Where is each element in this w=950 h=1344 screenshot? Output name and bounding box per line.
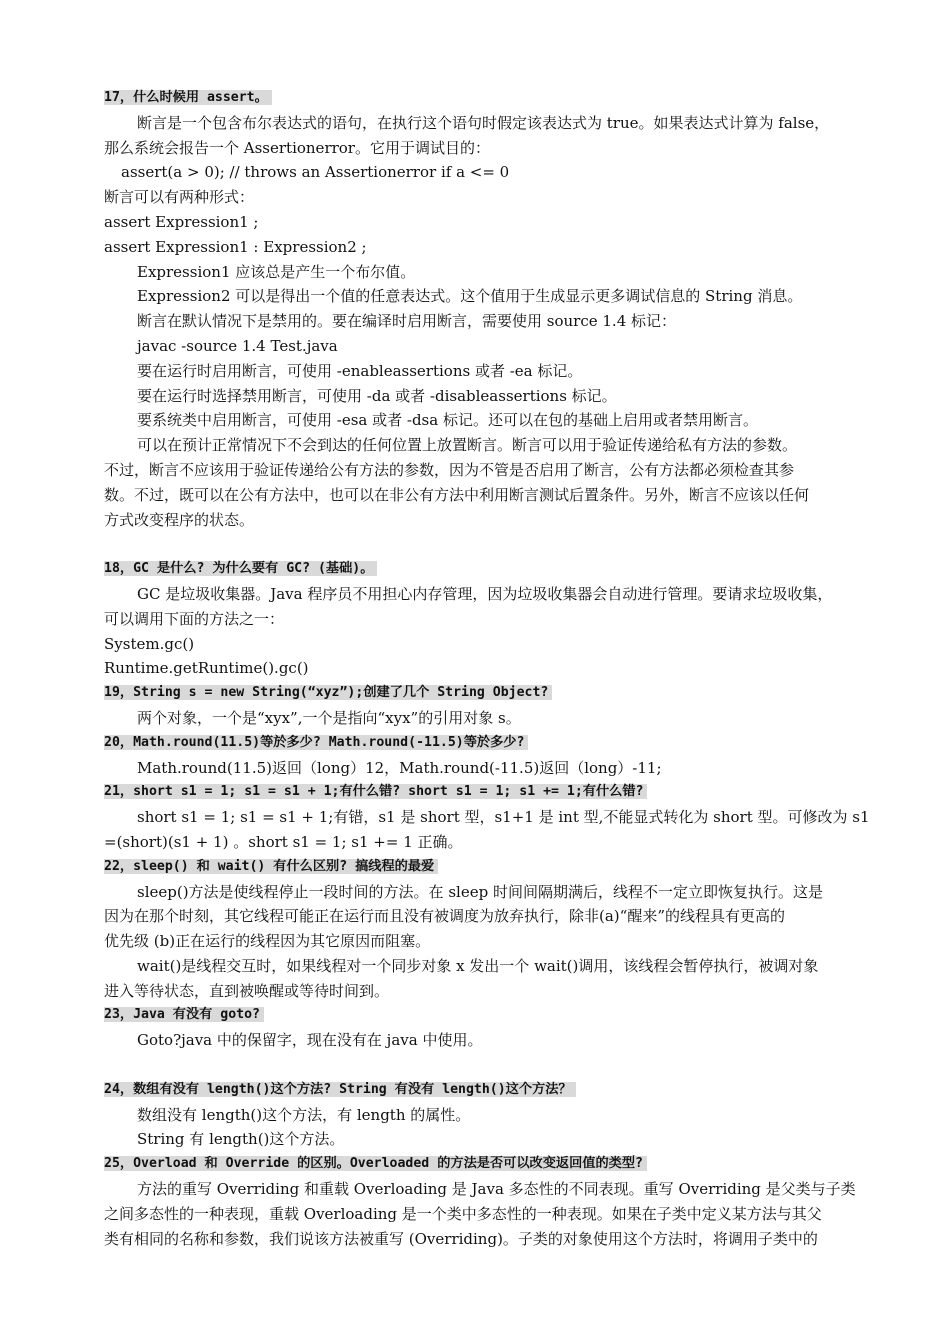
q24-answer-2: String 有 length()这个方法。 bbox=[137, 1130, 345, 1149]
q19-title: 19，String s = new String(“xyz”);创建了几个 String Object? bbox=[104, 685, 552, 700]
q17-form-2: assert Expression1 : Expression2 ; bbox=[104, 237, 367, 256]
q23-title: 23，Java 有没有 goto? bbox=[104, 1007, 264, 1022]
document-page bbox=[104, 86, 872, 1251]
q25-p1-cont-2: 类有相同的名称和参数，我们说该方法被重写 (Overriding)。子类的对象使用这个方法时，将调用子类中的 bbox=[104, 1229, 818, 1248]
q22-p1-cont-2: 优先级 (b)正在运行的线程因为其它原因而阻塞。 bbox=[104, 932, 431, 951]
q22-p1: sleep()方法是使线程停止一段时间的方法。在 sleep 时间间隔期满后，线程不一定立即恢复执行。这是 bbox=[137, 882, 823, 901]
q17-title: 17，什么时候用 assert。 bbox=[104, 90, 272, 105]
q19-answer: 两个对象，一个是“xyx”,一个是指向“xyx”的引用对象 s。 bbox=[137, 708, 521, 727]
q18-heading bbox=[104, 557, 872, 582]
q18-code-1: System.gc() bbox=[104, 634, 195, 653]
q17-javac-command: javac -source 1.4 Test.java bbox=[137, 336, 338, 355]
q25-p1-cont-1: 之间多态性的一种表现，重载 Overloading 是一个类中多态性的一种表现。如果在子类中定义某方法与其父 bbox=[104, 1204, 822, 1223]
q17-p1-cont: 那么系统会报告一个 Assertionerror。它用于调试目的： bbox=[104, 138, 490, 157]
q24-heading bbox=[104, 1078, 872, 1103]
q17-default-disabled: 断言在默认情况下是禁用的。要在编译时启用断言，需要使用 source 1.4 标记： bbox=[137, 312, 676, 331]
spacer bbox=[104, 1053, 872, 1078]
q17-disable-runtime: 要在运行时选择禁用断言，可使用 -da 或者 -disableassertions 标记。 bbox=[137, 386, 617, 405]
q17-forms-intro: 断言可以有两种形式： bbox=[104, 188, 255, 207]
q17-p1: 断言是一个包含布尔表达式的语句，在执行这个语句时假定该表达式为 true。如果表达式计算为 false， bbox=[137, 113, 830, 132]
q18-p1: GC 是垃圾收集器。Java 程序员不用担心内存管理，因为垃圾收集器会自动进行管理。要请求垃圾收集， bbox=[137, 584, 833, 603]
q21-answer: short s1 = 1; s1 = s1 + 1;有错，s1 是 short 型，s1+1 是 int 型,不能显式转化为 short 型。可修改为 s1 bbox=[137, 808, 870, 827]
q21-answer-cont: =(short)(s1 + 1) 。short s1 = 1; s1 += 1 正确。 bbox=[104, 832, 463, 851]
q17-code-example: assert(a > 0); // throws an Assertionerror if a <= 0 bbox=[121, 163, 510, 182]
q20-title: 20，Math.round(11.5)等於多少? Math.round(-11.5)等於多少? bbox=[104, 735, 528, 750]
q18-title: 18，GC 是什么? 为什么要有 GC? (基础)。 bbox=[104, 561, 377, 576]
q22-p2-cont: 进入等待状态，直到被唤醒或等待时间到。 bbox=[104, 981, 390, 1000]
q17-p2-cont-2: 数。不过，既可以在公有方法中，也可以在非公有方法中利用断言测试后置条件。另外，断言不应该以任何 bbox=[104, 485, 810, 504]
q23-heading bbox=[104, 1003, 872, 1028]
q25-p1: 方法的重写 Overriding 和重载 Overloading 是 Java 多态性的不同表现。重写 Overriding 是父类与子类 bbox=[137, 1180, 856, 1199]
q22-p1-cont-1: 因为在那个时刻，其它线程可能正在运行而且没有被调度为放弃执行，除非(a)“醒来”的线程具有更高的 bbox=[104, 907, 785, 926]
q24-title: 24，数组有没有 length()这个方法? String 有没有 length()这个方法？ bbox=[104, 1082, 576, 1097]
q17-heading bbox=[104, 86, 872, 111]
q17-form-1: assert Expression1 ; bbox=[104, 212, 259, 231]
q17-expr1-note: Expression1 应该总是产生一个布尔值。 bbox=[137, 262, 416, 281]
q19-heading bbox=[104, 681, 872, 706]
q25-title: 25，Overload 和 Override 的区别。Overloaded 的方法是否可以改变返回值的类型? bbox=[104, 1156, 647, 1171]
q17-p2: 可以在预计正常情况下不会到达的任何位置上放置断言。断言可以用于验证传递给私有方法的参数。 bbox=[137, 436, 798, 455]
q23-answer: Goto?java 中的保留字，现在没有在 java 中使用。 bbox=[137, 1031, 483, 1050]
q17-p2-cont-3: 方式改变程序的状态。 bbox=[104, 510, 255, 529]
q21-heading bbox=[104, 780, 872, 805]
q17-enable-runtime: 要在运行时启用断言，可使用 -enableassertions 或者 -ea 标记。 bbox=[137, 361, 583, 380]
q24-answer-1: 数组没有 length()这个方法，有 length 的属性。 bbox=[137, 1105, 471, 1124]
q22-title: 22，sleep() 和 wait() 有什么区别? 搞线程的最爱 bbox=[104, 859, 438, 874]
q18-p1-cont: 可以调用下面的方法之一： bbox=[104, 609, 285, 628]
spacer bbox=[104, 532, 872, 557]
q22-heading bbox=[104, 855, 872, 880]
q22-p2: wait()是线程交互时，如果线程对一个同步对象 x 发出一个 wait()调用，该线程会暂停执行，被调对象 bbox=[137, 956, 819, 975]
q20-answer: Math.round(11.5)返回（long）12，Math.round(-11.5)返回（long）-11; bbox=[137, 758, 662, 777]
q17-p2-cont-1: 不过，断言不应该用于验证传递给公有方法的参数，因为不管是否启用了断言，公有方法都必须检查其参 bbox=[104, 460, 795, 479]
q20-heading bbox=[104, 731, 872, 756]
q18-code-2: Runtime.getRuntime().gc() bbox=[104, 659, 309, 678]
q17-system-classes: 要系统类中启用断言，可使用 -esa 或者 -dsa 标记。还可以在包的基础上启用或者禁用断言。 bbox=[137, 411, 758, 430]
q25-heading bbox=[104, 1152, 872, 1177]
q21-title: 21，short s1 = 1; s1 = s1 + 1;有什么错? short s1 = 1; s1 += 1;有什么错? bbox=[104, 784, 647, 799]
q17-expr2-note: Expression2 可以是得出一个值的任意表达式。这个值用于生成显示更多调试信息的 String 消息。 bbox=[137, 287, 803, 306]
